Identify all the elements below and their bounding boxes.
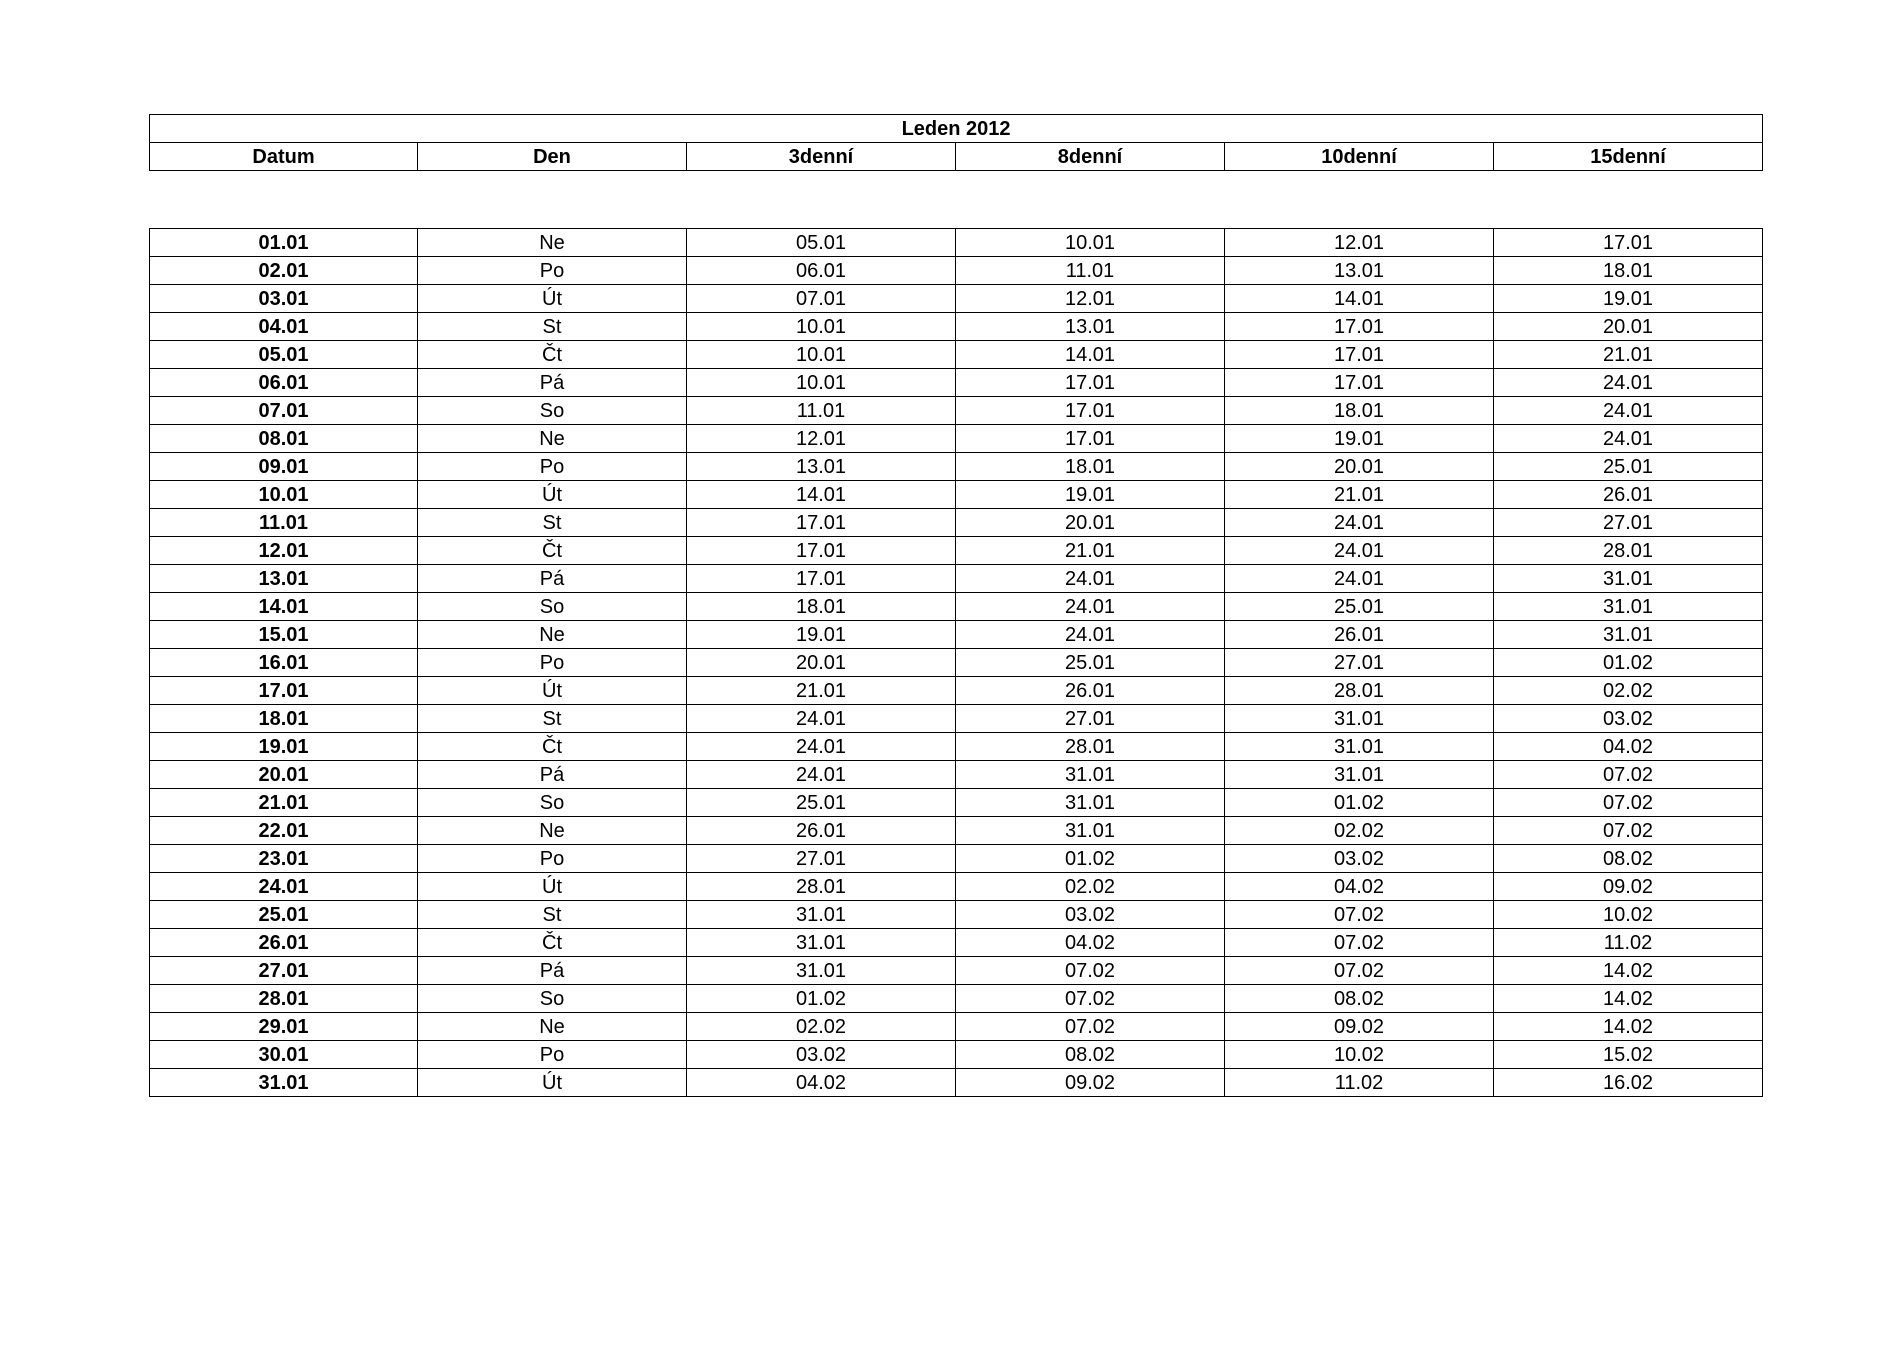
table-row — [150, 789, 1763, 817]
cell-10denni: 04.02 — [1225, 873, 1494, 901]
cell-3denni: 21.01 — [687, 677, 956, 705]
cell-den: Čt — [418, 341, 687, 369]
cell-15denni: 09.02 — [1494, 873, 1763, 901]
cell-15denni: 07.02 — [1494, 789, 1763, 817]
cell-3denni: 06.01 — [687, 257, 956, 285]
cell-3denni: 10.01 — [687, 341, 956, 369]
cell-8denni: 17.01 — [956, 369, 1225, 397]
cell-den: Ne — [418, 425, 687, 453]
table-row — [150, 929, 1763, 957]
cell-10denni: 11.02 — [1225, 1069, 1494, 1097]
column-header-datum: Datum — [150, 143, 418, 171]
cell-8denni: 04.02 — [956, 929, 1225, 957]
cell-3denni: 24.01 — [687, 761, 956, 789]
cell-3denni: 17.01 — [687, 537, 956, 565]
cell-den: Út — [418, 677, 687, 705]
cell-den: Po — [418, 257, 687, 285]
cell-datum: 02.01 — [150, 257, 418, 285]
cell-15denni: 27.01 — [1494, 509, 1763, 537]
cell-8denni: 24.01 — [956, 565, 1225, 593]
cell-10denni: 31.01 — [1225, 761, 1494, 789]
cell-den: Ne — [418, 817, 687, 845]
cell-8denni: 09.02 — [956, 1069, 1225, 1097]
cell-3denni: 24.01 — [687, 705, 956, 733]
table-row — [150, 845, 1763, 873]
table-row — [150, 453, 1763, 481]
cell-3denni: 19.01 — [687, 621, 956, 649]
cell-10denni: 07.02 — [1225, 929, 1494, 957]
cell-3denni: 31.01 — [687, 901, 956, 929]
cell-datum: 21.01 — [150, 789, 418, 817]
cell-8denni: 19.01 — [956, 481, 1225, 509]
cell-8denni: 08.02 — [956, 1041, 1225, 1069]
cell-den: St — [418, 313, 687, 341]
cell-8denni: 17.01 — [956, 397, 1225, 425]
table-row — [150, 677, 1763, 705]
table-row — [150, 649, 1763, 677]
cell-3denni: 03.02 — [687, 1041, 956, 1069]
cell-15denni: 10.02 — [1494, 901, 1763, 929]
cell-15denni: 25.01 — [1494, 453, 1763, 481]
cell-datum: 18.01 — [150, 705, 418, 733]
cell-datum: 03.01 — [150, 285, 418, 313]
title-row — [150, 115, 1763, 143]
cell-10denni: 08.02 — [1225, 985, 1494, 1013]
cell-den: St — [418, 901, 687, 929]
cell-15denni: 26.01 — [1494, 481, 1763, 509]
cell-10denni: 26.01 — [1225, 621, 1494, 649]
table-row — [150, 257, 1763, 285]
cell-datum: 14.01 — [150, 593, 418, 621]
cell-3denni: 10.01 — [687, 313, 956, 341]
column-header-10denni: 10denní — [1225, 143, 1494, 171]
cell-10denni: 13.01 — [1225, 257, 1494, 285]
cell-8denni: 26.01 — [956, 677, 1225, 705]
cell-datum: 24.01 — [150, 873, 418, 901]
cell-15denni: 24.01 — [1494, 397, 1763, 425]
cell-8denni: 14.01 — [956, 341, 1225, 369]
cell-3denni: 01.02 — [687, 985, 956, 1013]
cell-3denni: 24.01 — [687, 733, 956, 761]
table-row — [150, 229, 1763, 257]
cell-3denni: 14.01 — [687, 481, 956, 509]
table-row — [150, 761, 1763, 789]
cell-3denni: 04.02 — [687, 1069, 956, 1097]
data-table-body — [150, 229, 1763, 1097]
cell-den: Pá — [418, 761, 687, 789]
cell-15denni: 14.02 — [1494, 957, 1763, 985]
cell-8denni: 12.01 — [956, 285, 1225, 313]
cell-10denni: 01.02 — [1225, 789, 1494, 817]
cell-15denni: 08.02 — [1494, 845, 1763, 873]
cell-3denni: 25.01 — [687, 789, 956, 817]
cell-3denni: 18.01 — [687, 593, 956, 621]
cell-3denni: 20.01 — [687, 649, 956, 677]
cell-15denni: 20.01 — [1494, 313, 1763, 341]
cell-10denni: 09.02 — [1225, 1013, 1494, 1041]
cell-3denni: 17.01 — [687, 565, 956, 593]
cell-10denni: 24.01 — [1225, 537, 1494, 565]
cell-10denni: 14.01 — [1225, 285, 1494, 313]
cell-10denni: 31.01 — [1225, 705, 1494, 733]
cell-datum: 06.01 — [150, 369, 418, 397]
cell-datum: 12.01 — [150, 537, 418, 565]
table-row — [150, 957, 1763, 985]
cell-8denni: 07.02 — [956, 1013, 1225, 1041]
cell-10denni: 21.01 — [1225, 481, 1494, 509]
cell-den: Čt — [418, 733, 687, 761]
column-header-den: Den — [418, 143, 687, 171]
cell-den: Ne — [418, 621, 687, 649]
cell-datum: 26.01 — [150, 929, 418, 957]
cell-datum: 16.01 — [150, 649, 418, 677]
cell-8denni: 31.01 — [956, 789, 1225, 817]
table-row — [150, 341, 1763, 369]
cell-15denni: 17.01 — [1494, 229, 1763, 257]
cell-10denni: 17.01 — [1225, 369, 1494, 397]
cell-15denni: 07.02 — [1494, 817, 1763, 845]
cell-10denni: 24.01 — [1225, 565, 1494, 593]
cell-8denni: 20.01 — [956, 509, 1225, 537]
table-row — [150, 369, 1763, 397]
cell-10denni: 17.01 — [1225, 313, 1494, 341]
table-row — [150, 901, 1763, 929]
cell-8denni: 01.02 — [956, 845, 1225, 873]
table-row — [150, 1069, 1763, 1097]
cell-datum: 19.01 — [150, 733, 418, 761]
cell-datum: 13.01 — [150, 565, 418, 593]
cell-3denni: 26.01 — [687, 817, 956, 845]
cell-15denni: 01.02 — [1494, 649, 1763, 677]
table-row — [150, 537, 1763, 565]
table-row — [150, 397, 1763, 425]
cell-den: St — [418, 705, 687, 733]
data-table — [149, 228, 1763, 1097]
cell-den: Pá — [418, 565, 687, 593]
table-row — [150, 481, 1763, 509]
cell-15denni: 16.02 — [1494, 1069, 1763, 1097]
cell-datum: 11.01 — [150, 509, 418, 537]
table-row — [150, 565, 1763, 593]
cell-15denni: 31.01 — [1494, 593, 1763, 621]
cell-den: Po — [418, 1041, 687, 1069]
table-row — [150, 509, 1763, 537]
cell-15denni: 11.02 — [1494, 929, 1763, 957]
cell-8denni: 24.01 — [956, 621, 1225, 649]
table-row — [150, 313, 1763, 341]
cell-den: Po — [418, 649, 687, 677]
cell-den: St — [418, 509, 687, 537]
cell-8denni: 31.01 — [956, 761, 1225, 789]
cell-3denni: 07.01 — [687, 285, 956, 313]
table-row — [150, 425, 1763, 453]
cell-datum: 29.01 — [150, 1013, 418, 1041]
cell-datum: 27.01 — [150, 957, 418, 985]
table-row — [150, 621, 1763, 649]
cell-10denni: 28.01 — [1225, 677, 1494, 705]
cell-3denni: 12.01 — [687, 425, 956, 453]
cell-10denni: 20.01 — [1225, 453, 1494, 481]
cell-3denni: 31.01 — [687, 929, 956, 957]
cell-10denni: 31.01 — [1225, 733, 1494, 761]
cell-datum: 25.01 — [150, 901, 418, 929]
cell-10denni: 02.02 — [1225, 817, 1494, 845]
cell-8denni: 17.01 — [956, 425, 1225, 453]
cell-8denni: 07.02 — [956, 985, 1225, 1013]
column-header-3denni: 3denní — [687, 143, 956, 171]
cell-10denni: 18.01 — [1225, 397, 1494, 425]
cell-datum: 22.01 — [150, 817, 418, 845]
column-header-15denni: 15denní — [1494, 143, 1763, 171]
cell-15denni: 02.02 — [1494, 677, 1763, 705]
table-row — [150, 593, 1763, 621]
cell-8denni: 28.01 — [956, 733, 1225, 761]
cell-15denni: 31.01 — [1494, 621, 1763, 649]
cell-10denni: 10.02 — [1225, 1041, 1494, 1069]
cell-3denni: 13.01 — [687, 453, 956, 481]
cell-datum: 28.01 — [150, 985, 418, 1013]
table-row — [150, 733, 1763, 761]
cell-den: Út — [418, 873, 687, 901]
cell-den: Čt — [418, 929, 687, 957]
cell-15denni: 24.01 — [1494, 425, 1763, 453]
table-row — [150, 285, 1763, 313]
cell-8denni: 27.01 — [956, 705, 1225, 733]
cell-datum: 01.01 — [150, 229, 418, 257]
cell-3denni: 31.01 — [687, 957, 956, 985]
cell-den: Út — [418, 1069, 687, 1097]
cell-datum: 20.01 — [150, 761, 418, 789]
cell-8denni: 07.02 — [956, 957, 1225, 985]
cell-15denni: 31.01 — [1494, 565, 1763, 593]
cell-10denni: 03.02 — [1225, 845, 1494, 873]
header-table — [149, 114, 1763, 171]
cell-15denni: 14.02 — [1494, 985, 1763, 1013]
table-row — [150, 705, 1763, 733]
cell-datum: 15.01 — [150, 621, 418, 649]
cell-8denni: 24.01 — [956, 593, 1225, 621]
cell-15denni: 28.01 — [1494, 537, 1763, 565]
cell-15denni: 04.02 — [1494, 733, 1763, 761]
cell-3denni: 02.02 — [687, 1013, 956, 1041]
cell-3denni: 05.01 — [687, 229, 956, 257]
cell-den: Pá — [418, 957, 687, 985]
cell-8denni: 31.01 — [956, 817, 1225, 845]
cell-8denni: 13.01 — [956, 313, 1225, 341]
cell-datum: 31.01 — [150, 1069, 418, 1097]
cell-15denni: 19.01 — [1494, 285, 1763, 313]
cell-15denni: 15.02 — [1494, 1041, 1763, 1069]
spreadsheet-page — [149, 114, 1762, 1097]
cell-10denni: 17.01 — [1225, 341, 1494, 369]
cell-datum: 23.01 — [150, 845, 418, 873]
cell-15denni: 18.01 — [1494, 257, 1763, 285]
table-row — [150, 1041, 1763, 1069]
cell-den: So — [418, 789, 687, 817]
cell-15denni: 03.02 — [1494, 705, 1763, 733]
column-header-row — [150, 143, 1763, 171]
cell-datum: 07.01 — [150, 397, 418, 425]
cell-datum: 04.01 — [150, 313, 418, 341]
cell-3denni: 11.01 — [687, 397, 956, 425]
cell-datum: 10.01 — [150, 481, 418, 509]
cell-10denni: 19.01 — [1225, 425, 1494, 453]
cell-datum: 09.01 — [150, 453, 418, 481]
spacer — [149, 171, 1762, 228]
cell-10denni: 24.01 — [1225, 509, 1494, 537]
cell-den: Út — [418, 481, 687, 509]
cell-den: So — [418, 593, 687, 621]
cell-8denni: 21.01 — [956, 537, 1225, 565]
cell-3denni: 10.01 — [687, 369, 956, 397]
cell-den: Ne — [418, 229, 687, 257]
table-row — [150, 1013, 1763, 1041]
cell-8denni: 10.01 — [956, 229, 1225, 257]
cell-8denni: 02.02 — [956, 873, 1225, 901]
cell-den: Ne — [418, 1013, 687, 1041]
cell-3denni: 27.01 — [687, 845, 956, 873]
table-row — [150, 873, 1763, 901]
cell-datum: 08.01 — [150, 425, 418, 453]
cell-10denni: 25.01 — [1225, 593, 1494, 621]
cell-8denni: 11.01 — [956, 257, 1225, 285]
cell-den: So — [418, 985, 687, 1013]
cell-10denni: 07.02 — [1225, 901, 1494, 929]
cell-8denni: 25.01 — [956, 649, 1225, 677]
cell-10denni: 27.01 — [1225, 649, 1494, 677]
cell-15denni: 07.02 — [1494, 761, 1763, 789]
cell-10denni: 12.01 — [1225, 229, 1494, 257]
cell-den: Po — [418, 453, 687, 481]
cell-15denni: 24.01 — [1494, 369, 1763, 397]
cell-8denni: 18.01 — [956, 453, 1225, 481]
cell-15denni: 14.02 — [1494, 1013, 1763, 1041]
cell-den: So — [418, 397, 687, 425]
table-title: Leden 2012 — [150, 115, 1763, 143]
cell-8denni: 03.02 — [956, 901, 1225, 929]
cell-den: Čt — [418, 537, 687, 565]
table-row — [150, 817, 1763, 845]
cell-3denni: 28.01 — [687, 873, 956, 901]
cell-den: Pá — [418, 369, 687, 397]
cell-datum: 17.01 — [150, 677, 418, 705]
column-header-8denni: 8denní — [956, 143, 1225, 171]
cell-3denni: 17.01 — [687, 509, 956, 537]
table-row — [150, 985, 1763, 1013]
cell-datum: 05.01 — [150, 341, 418, 369]
cell-datum: 30.01 — [150, 1041, 418, 1069]
cell-15denni: 21.01 — [1494, 341, 1763, 369]
cell-den: Po — [418, 845, 687, 873]
cell-10denni: 07.02 — [1225, 957, 1494, 985]
cell-den: Út — [418, 285, 687, 313]
